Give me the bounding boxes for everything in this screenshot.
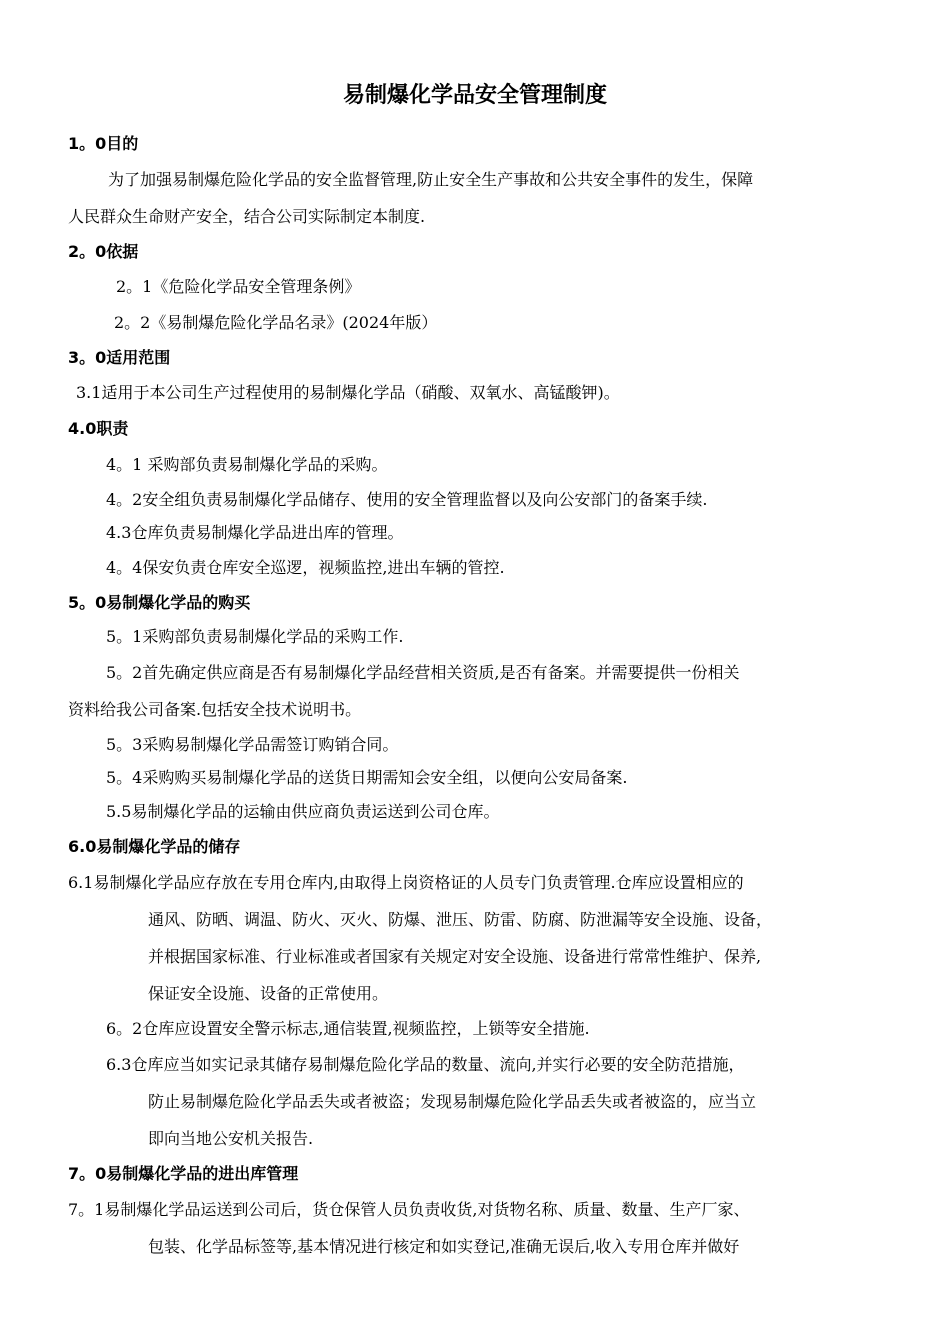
paragraph-line: 6。2仓库应设置安全警示标志,通信装置,视频监控，上锁等安全措施.: [106, 1019, 590, 1038]
document-title: 易制爆化学品安全管理制度: [342, 83, 607, 108]
paragraph-line: 防止易制爆危险化学品丢失或者被盗；发现易制爆危险化学品丢失或者被盗的，应当立: [148, 1092, 757, 1111]
paragraph-line: 通风、防晒、调温、防火、灭火、防爆、泄压、防雷、防腐、防泄漏等安全设施、设备，: [148, 910, 773, 929]
paragraph-line: 4。2安全组负责易制爆化学品储存、使用的安全管理监督以及向公安部门的备案手续.: [106, 490, 708, 509]
section-heading-basis: 2。0依据: [68, 242, 139, 261]
paragraph-line: 包装、化学品标签等,基本情况进行核定和如实登记,准确无误后,收入专用仓库并做好: [148, 1237, 740, 1256]
paragraph-line: 5。4采购购买易制爆化学品的送货日期需知会安全组，以便向公安局备案.: [106, 768, 628, 787]
section-heading-scope: 3。0适用范围: [68, 348, 171, 367]
paragraph-line: 并根据国家标准、行业标准或者国家有关规定对安全设施、设备进行常常性维护、保养,: [148, 947, 762, 966]
section-heading-purchase: 5。0易制爆化学品的购买: [68, 593, 251, 612]
paragraph-line: 6.1易制爆化学品应存放在专用仓库内,由取得上岗资格证的人员专门负责管理.仓库应设置相应的: [68, 873, 744, 892]
paragraph-line: 3.1适用于本公司生产过程使用的易制爆化学品（硝酸、双氧水、高锰酸钾)。: [76, 383, 620, 402]
paragraph-line: 5.5易制爆化学品的运输由供应商负责运送到公司仓库。: [106, 802, 500, 821]
paragraph-line: 2。1《危险化学品安全管理条例》: [116, 277, 361, 296]
paragraph-line: 5。2首先确定供应商是否有易制爆化学品经营相关资质,是否有备案。并需要提供一份相关: [106, 663, 740, 682]
paragraph-line: 保证安全设施、设备的正常使用。: [148, 984, 389, 1003]
paragraph-line: 5。1采购部负责易制爆化学品的采购工作.: [106, 627, 404, 646]
paragraph-line: 5。3采购易制爆化学品需签订购销合同。: [106, 735, 399, 754]
paragraph-line: 4.3仓库负责易制爆化学品进出库的管理。: [106, 523, 404, 542]
paragraph-line: 2。2《易制爆危险化学品名录》(2024年版）: [114, 313, 438, 332]
paragraph-line: 为了加强易制爆危险化学品的安全监督管理,防止安全生产事故和公共安全事件的发生，保障: [108, 170, 754, 189]
section-heading-storage: 6.0易制爆化学品的储存: [68, 837, 241, 856]
section-heading-duties: 4.0职责: [68, 419, 129, 438]
section-heading-inventory: 7。0易制爆化学品的进出库管理: [68, 1164, 299, 1183]
paragraph-line: 4。1 采购部负责易制爆化学品的采购。: [106, 455, 388, 474]
paragraph-line: 资料给我公司备案.包括安全技术说明书。: [68, 700, 362, 719]
paragraph-line: 6.3仓库应当如实记录其储存易制爆危险化学品的数量、流向,并实行必要的安全防范措施，: [106, 1055, 745, 1074]
paragraph-line: 即向当地公安机关报告.: [148, 1129, 314, 1148]
section-heading-purpose: 1。0目的: [68, 134, 139, 153]
paragraph-line: 4。4保安负责仓库安全巡逻，视频监控,进出车辆的管控.: [106, 558, 505, 577]
paragraph-line: 7。1易制爆化学品运送到公司后，货仓保管人员负责收货,对货物名称、质量、数量、生产厂家、: [68, 1200, 750, 1219]
paragraph-line: 人民群众生命财产安全，结合公司实际制定本制度.: [68, 207, 426, 226]
